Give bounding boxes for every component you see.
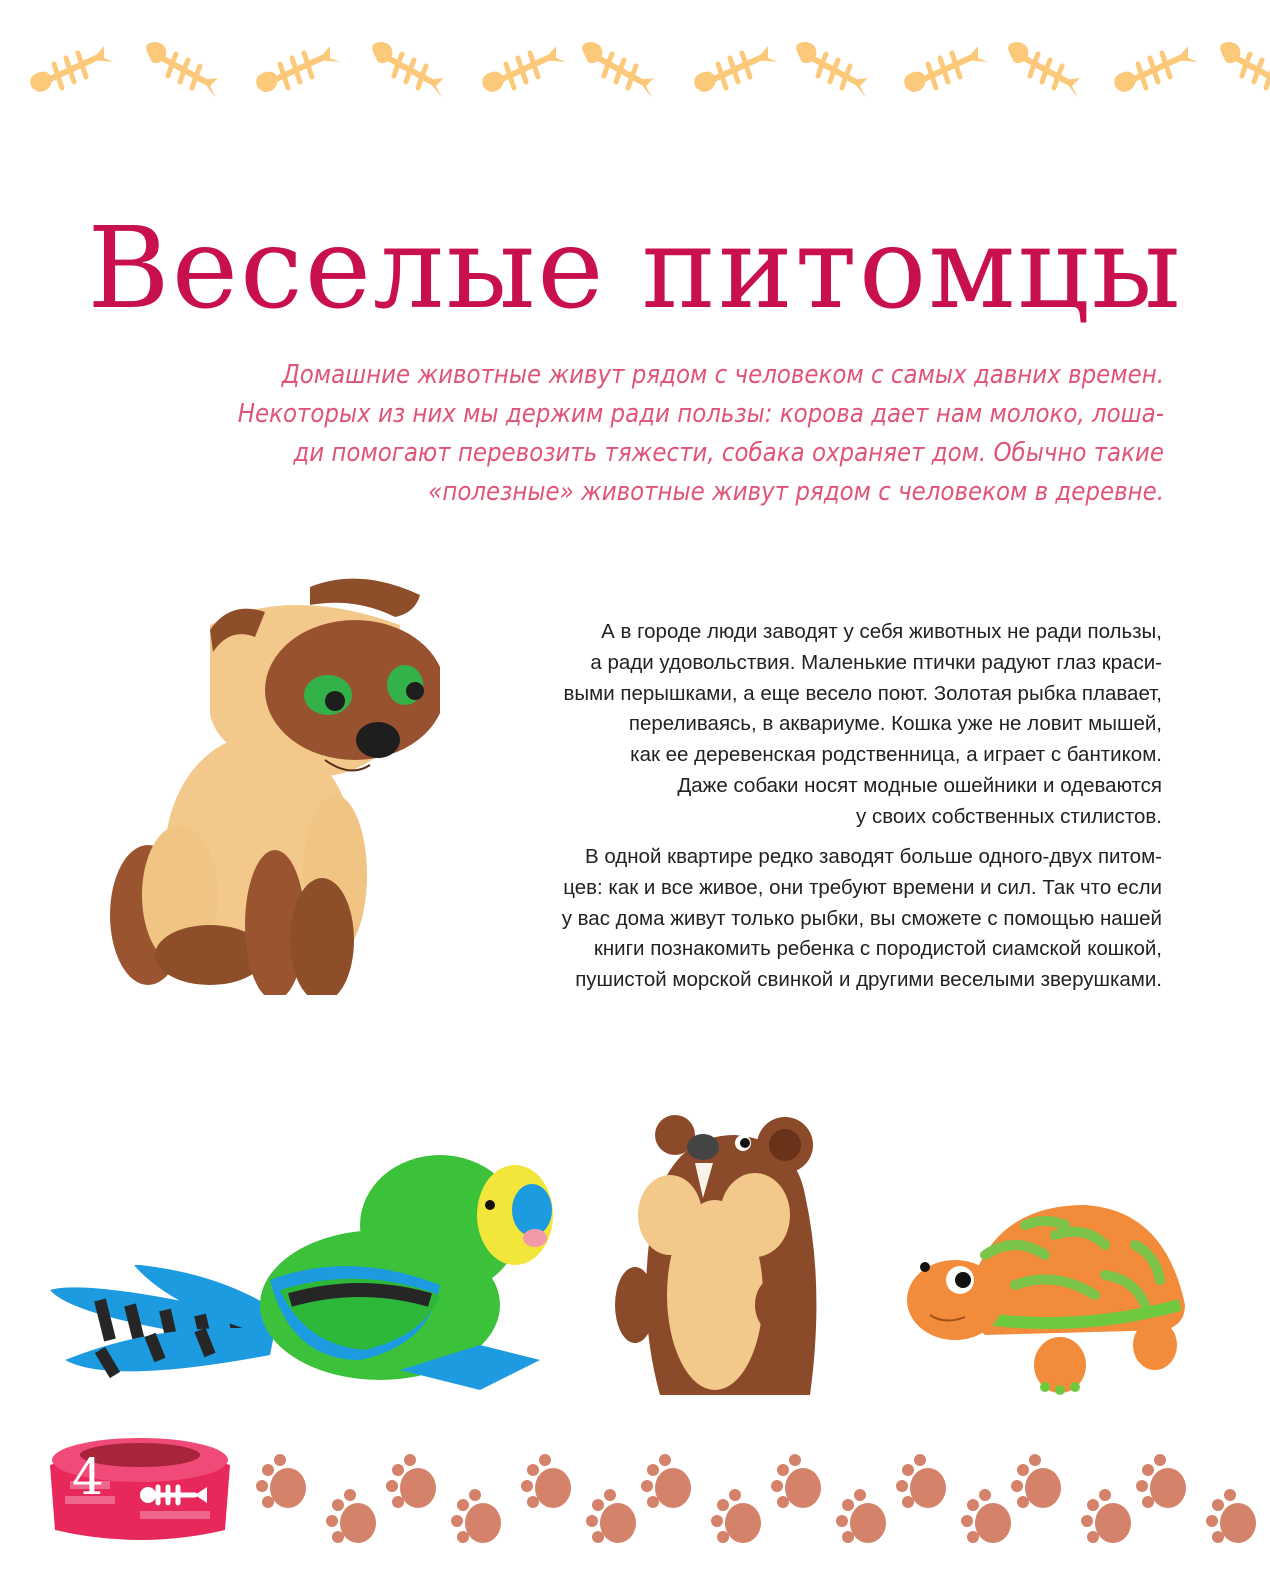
intro-line: «полезные» животные живут рядом с человеком в деревне.	[428, 477, 1164, 507]
plasticine-turtle-image	[905, 1195, 1195, 1400]
title-word-1: Веселые	[87, 204, 606, 335]
plasticine-hamster-image	[615, 1105, 825, 1400]
body-line: А в городе люди заводят у себя животных не ради пользы,	[601, 620, 1162, 643]
intro-line: ди помогают перевозить тяжести, собака охраняет дом. Обычно такие	[293, 438, 1164, 468]
fish-bone-icon	[0, 30, 1270, 110]
body-line: у вас дома живут только рыбки, вы сможете с помощью нашей	[561, 906, 1162, 930]
body-line: у своих собственных стилистов.	[856, 804, 1162, 828]
page-title	[0, 204, 1270, 335]
body-line: книги познакомить ребенка с породистой сиамской кошкой,	[593, 937, 1162, 961]
intro-paragraph	[104, 356, 1164, 512]
plasticine-budgie-parrot-image	[40, 1130, 580, 1400]
body-line: пушистой морской свинкой и другими веселыми зверушками.	[575, 968, 1162, 992]
intro-line: Некоторых из них мы держим ради пользы: корова дает нам молоко, лоша-	[237, 399, 1164, 429]
body-line: выми перышками, а еще весело поют. Золотая рыбка плавает,	[563, 681, 1162, 705]
paw-print-border	[250, 1430, 1270, 1570]
pet-bowl-icon	[40, 1425, 240, 1545]
body-paragraph-2	[562, 842, 1162, 996]
body-line: как ее деревенская родственница, а играет с бантиком.	[630, 743, 1162, 767]
body-line: а ради удовольствия. Маленькие птички радуют глаз краси-	[590, 650, 1162, 674]
body-line: цев: как и все живое, они требуют времени и сил. Так что если	[563, 875, 1162, 899]
fishbone-border	[0, 30, 1270, 110]
title-word-2: питомцы	[641, 204, 1183, 335]
body-line: Даже собаки носят модные ошейники и одеваются	[677, 773, 1162, 797]
body-line: переливаясь, в аквариуме. Кошка уже не ловит мышей,	[628, 712, 1162, 736]
plasticine-siamese-cat-image	[60, 565, 440, 995]
body-line: В одной квартире редко заводят больше одного-двух питом-	[584, 845, 1162, 868]
body-paragraph-1	[564, 617, 1162, 833]
page-number: 4	[72, 1448, 104, 1506]
intro-line: Домашние животные живут рядом с человеком с самых давних времен.	[281, 360, 1164, 390]
paw-print-icon	[256, 1454, 306, 1508]
